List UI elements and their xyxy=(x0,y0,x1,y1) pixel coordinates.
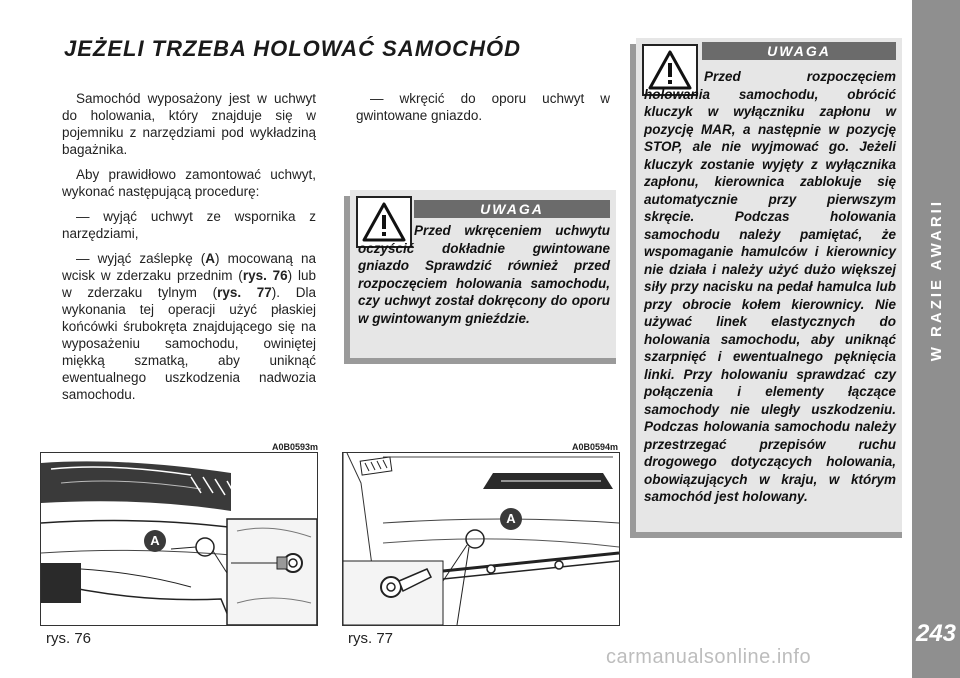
figure-reference: rys. 77 xyxy=(217,285,272,300)
figure-code: A0B0593m xyxy=(272,442,319,452)
list-item: — wkręcić do oporu uchwyt w gwintowane gniazdo. xyxy=(356,91,610,123)
warning-label: UWAGA xyxy=(414,200,610,218)
warning-box-large xyxy=(636,38,902,532)
section-title: W RAZIE AWARII xyxy=(927,198,945,362)
warning-text: Przed wkręceniem uchwytu oczyścić dokładnie gwintowane gniazdo Sprawdzić również przed rozpoczęciem holowania samochodu, czy uchwyt został dokręcony do oporu w gwintowanym gnieździe. xyxy=(358,223,610,326)
page-number: 243 xyxy=(915,620,957,647)
warning-label: UWAGA xyxy=(702,42,896,60)
figure-reference: rys. 76 xyxy=(242,268,288,283)
figure-caption: rys. 76 xyxy=(46,630,92,647)
figure-77 xyxy=(342,452,620,626)
bumper-rear-illustration xyxy=(343,453,619,625)
watermark: carmanualsonline.info xyxy=(606,646,812,668)
callout-marker: A xyxy=(144,530,166,552)
list-item: — wyjąć zaślepkę (A) mocowaną na wcisk w zderzaku przednim (rys. 76) lub w zderzaku tylnym (rys. 77). Dla wykonania tej operacji użyć płaskiej końcówki śrubokręta znajdującego się na wyposażeniu samochodu, owiniętej miękką szmatką, aby uniknąć ewentualnego uszkodzenia nadwozia samochodu. xyxy=(62,251,316,402)
paragraph: Samochód wyposażony jest w uchwyt do holowania, który znajduje się w pojemniku z narzędziami pod wykładziną bagażnika. xyxy=(62,91,316,157)
bumper-front-illustration xyxy=(41,453,317,625)
body-column-2 xyxy=(356,90,610,132)
paragraph: Aby prawidłowo zamontować uchwyt, wykonać następującą procedurę: xyxy=(62,167,316,199)
body-column-1 xyxy=(62,90,316,411)
warning-box-small xyxy=(350,190,616,358)
page-title: JEŻELI TRZEBA HOLOWAĆ SAMOCHÓD xyxy=(64,36,521,61)
callout-marker: A xyxy=(500,508,522,530)
figure-caption: rys. 77 xyxy=(348,630,394,647)
warning-text: Przed rozpoczęciem holowania samochodu, obrócić kluczyk w wyłączniku zapłonu w pozycję MAR, a następnie w pozycję STOP, ale nie wyjmować go. Jeżeli kluczyk zostanie wyjęty z wyłącznika zapłonu, kierownica zablokuje się automatycznie przy pierwszym skręcie. Podczas holowania samochodu należy pamiętać, że wspomaganie hamulców i kierownicy nie działa i należy użyć dużo większej siły przy nacisku na pedał hamulca lub przy obrocie kołem kierownicy. Nie używać linek elastycznych do holowania samochodu, aby uniknąć szarpnięć i ewentualnego pęknięcia linki. Przy holowaniu sprawdzać czy połączenia i elementy łączące samochody nie uległy uszkodzeniu. Podczas holowania samochodu należy przestrzegać przepisów ruchu drogowego dotyczących holowania, obowiązujących w kraju, w którym samochód jest holowany. xyxy=(644,69,896,504)
figure-code: A0B0594m xyxy=(572,442,619,452)
list-item: — wyjąć uchwyt ze wspornika z narzędziami, xyxy=(62,209,316,241)
figure-76 xyxy=(40,452,318,626)
